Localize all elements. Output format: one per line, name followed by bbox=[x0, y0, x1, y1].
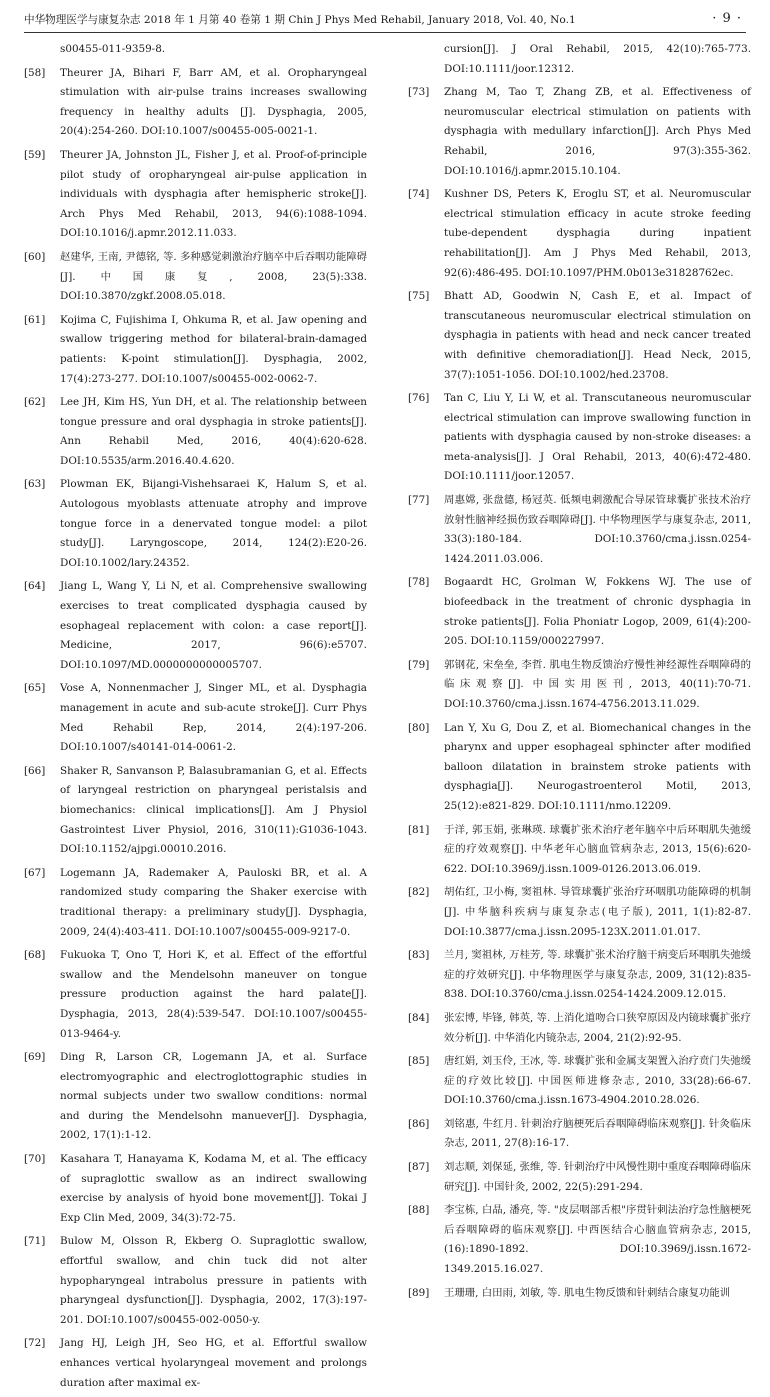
reference-item bbox=[24, 679, 367, 757]
reference-number: [80] bbox=[408, 721, 430, 734]
reference-number: [68] bbox=[24, 949, 46, 962]
reference-item bbox=[408, 491, 751, 569]
reference-number: [87] bbox=[408, 1161, 430, 1174]
reference-item bbox=[408, 573, 751, 651]
reference-text: 胡佑红, 卫小梅, 窦祖林. 导管球囊扩张治疗环咽肌功能障碍的机制[J]. 中华脑科疾病与康复杂志(电子版), 2011, 1(1):82-87. DOI:10.3877/cma.j.issn.2095-123X.2011.01.017. bbox=[444, 886, 751, 938]
reference-number: [58] bbox=[24, 66, 46, 79]
reference-item bbox=[408, 1201, 751, 1279]
reference-number: [82] bbox=[408, 886, 430, 899]
reference-text: 刘铭惠, 牛红月. 针刺治疗脑梗死后吞咽障碍临床观察[J]. 针灸临床杂志, 2011, 27(8):16-17. bbox=[444, 1117, 751, 1150]
reference-item bbox=[408, 1158, 751, 1197]
reference-item bbox=[408, 1115, 751, 1154]
reference-item bbox=[24, 393, 367, 471]
running-header bbox=[24, 10, 746, 33]
reference-item bbox=[24, 475, 367, 573]
reference-number: [83] bbox=[408, 949, 430, 962]
reference-item bbox=[24, 1150, 367, 1228]
reference-text: Kasahara T, Hanayama K, Kodama M, et al. The efficacy of supraglottic swallow as an indirect swallowing exercise by analysis of hyoid bone movement[J]. Tokai J Exp Clin Med, 2009, 34(3):72-75. bbox=[60, 1153, 367, 1224]
reference-number: [66] bbox=[24, 764, 46, 777]
reference-item bbox=[408, 719, 751, 817]
reference-text: 周惠嫦, 张盘德, 杨冠英. 低频电刺激配合导尿管球囊扩张技术治疗放射性脑神经损伤致吞咽障碍[J]. 中华物理医学与康复杂志, 2011, 33(3):180-184. DOI:10.3760/cma.j.issn.0254-1424.2011.03.006. bbox=[444, 494, 751, 565]
reference-item bbox=[408, 656, 751, 715]
reference-item bbox=[408, 83, 751, 181]
reference-number: [69] bbox=[24, 1051, 46, 1064]
reference-text: Jiang L, Wang Y, Li N, et al. Comprehensive swallowing exercises to treat complicated dysphagia caused by esophageal replacement with colon: a case report[J]. Medicine, 2017, 96(6):e5707. DOI:10.1097/MD.0000000000005707. bbox=[60, 580, 367, 671]
page-number: · 9 · bbox=[712, 11, 742, 26]
reference-number: [70] bbox=[24, 1153, 46, 1166]
reference-number: [88] bbox=[408, 1204, 430, 1217]
reference-text: 兰月, 窦祖林, 万桂芳, 等. 球囊扩张术治疗脑干病变后环咽肌失弛缓症的疗效研究[J]. 中华物理医学与康复杂志, 2009, 31(12):835-838. DOI:10.3760/cma.j.issn.0254-1424.2009.12.015. bbox=[444, 949, 751, 1001]
reference-number: [85] bbox=[408, 1055, 430, 1068]
reference-text: Plowman EK, Bijangi-Vishehsaraei K, Halum S, et al. Autologous myoblasts attenuate atrophy and improve tongue force in a denervated tongue model: a pilot study[J]. Laryngoscope, 2014, 124(2):E20-26. DOI:10.1002/lary.24352. bbox=[60, 478, 367, 569]
reference-item bbox=[24, 248, 367, 307]
reference-text: Jang HJ, Leigh JH, Seo HG, et al. Effortful swallow enhances vertical hyolaryngeal movement and prolongs duration after maximal ex- bbox=[60, 1337, 367, 1389]
reference-continuation: cursion[J]. J Oral Rehabil, 2015, 42(10):765-773. DOI:10.1111/joor.12312. bbox=[444, 43, 751, 75]
reference-number: [74] bbox=[408, 188, 430, 201]
reference-number: [62] bbox=[24, 396, 46, 409]
reference-number: [63] bbox=[24, 478, 46, 491]
reference-number: [65] bbox=[24, 682, 46, 695]
reference-item bbox=[24, 762, 367, 860]
reference-number: [72] bbox=[24, 1337, 46, 1350]
reference-item bbox=[24, 1334, 367, 1393]
reference-text: Bulow M, Olsson R, Ekberg O. Supraglottic swallow, effortful swallow, and chin tuck did not alter hypopharyngeal intrabolus pressure in patients with pharyngeal dysfunction[J]. Dysphagia, 2002, 17(3):197-201. DOI:10.1007/s00455-002-0050-y. bbox=[60, 1235, 367, 1326]
journal-header-text: 中华物理医学与康复杂志 2018 年 1 月第 40 卷第 1 期 Chin J Phys Med Rehabil, January 2018, Vol. 40, No.1 bbox=[24, 14, 576, 26]
reference-number: [61] bbox=[24, 313, 46, 326]
reference-text: 王珊珊, 白田雨, 刘敏, 等. 肌电生物反馈和针刺结合康复功能训 bbox=[444, 1286, 731, 1299]
left-column bbox=[24, 40, 367, 1397]
reference-item bbox=[24, 577, 367, 675]
reference-text: 唐红娟, 刘玉伶, 王冰, 等. 球囊扩张和金属支架置入治疗贲门失弛缓症的疗效比较[J]. 中国医师进修杂志, 2010, 33(28):66-67. DOI:10.3760/cma.j.issn.1673-4904.2010.28.026. bbox=[444, 1055, 751, 1107]
reference-text: Theurer JA, Johnston JL, Fisher J, et al. Proof-of-principle pilot study of oropharyngeal air-pulse application in individuals with dysphagia after hemispheric stroke[J]. Arch Phys Med Rehabil, 2013, 94(6):1088-1094. DOI:10.1016/j.apmr.2012.11.033. bbox=[60, 148, 367, 240]
reference-item bbox=[408, 1009, 751, 1048]
reference-item bbox=[408, 1284, 751, 1304]
reference-item bbox=[408, 389, 751, 487]
reference-number: [89] bbox=[408, 1286, 430, 1299]
reference-text: Shaker R, Sanvanson P, Balasubramanian G, et al. Effects of laryngeal restriction on pharyngeal peristalsis and biomechanics: clinical implications[J]. Am J Physiol Gastrointest Liver Physiol, 2016, 310(11):G1036-1043. DOI:10.1152/ajpgi.00010.2016. bbox=[60, 764, 367, 856]
reference-item bbox=[24, 311, 367, 389]
reference-number: [73] bbox=[408, 86, 430, 99]
reference-number: [60] bbox=[24, 250, 46, 263]
reference-text: 郭钢花, 宋垒垒, 李哲. 肌电生物反馈治疗慢性神经源性吞咽障碍的临床观察[J]. 中国实用医刊, 2013, 40(11):70-71. DOI:10.3760/cma.j.issn.1674-4756.2013.11.029. bbox=[444, 658, 751, 710]
reference-number: [64] bbox=[24, 580, 46, 593]
reference-text: 刘志顺, 刘保延, 张维, 等. 针刺治疗中风慢性期中重度吞咽障碍临床研究[J]. 中国针灸, 2002, 22(5):291-294. bbox=[444, 1161, 751, 1193]
reference-number: [67] bbox=[24, 866, 46, 879]
reference-text: Bhatt AD, Goodwin N, Cash E, et al. Impact of transcutaneous neuromuscular electrical stimulation on dysphagia in patients with head and neck cancer treated with definitive chemoradiation[J]. Head Neck, 2015, 37(7):1051-1056. DOI:10.1002/hed.23708. bbox=[444, 290, 751, 381]
reference-number: [59] bbox=[24, 148, 46, 161]
reference-text: 李宝栋, 白晶, 潘亮, 等. "皮层咽部舌根"序贯针刺法治疗急性脑梗死后吞咽障碍的临床观察[J]. 中西医结合心脑血管病杂志, 2015, (16):1890-1892. DOI:10.3969/j.issn.1672-1349.2015.16.027. bbox=[444, 1204, 751, 1276]
reference-number: [76] bbox=[408, 392, 430, 405]
reference-number: [81] bbox=[408, 823, 430, 836]
reference-text: 赵建华, 王南, 尹德铭, 等. 多种感觉刺激治疗脑卒中后吞咽功能障碍[J]. 中国康复, 2008, 23(5):338. DOI:10.3870/zgkf.2008.05.018. bbox=[60, 250, 367, 303]
reference-text: Theurer JA, Bihari F, Barr AM, et al. Oropharyngeal stimulation with air-pulse trains increases swallowing frequency in healthy adults [J]. Dysphagia, 2005, 20(4):254-260. DOI:10.1007/s00455-005-0021-1. bbox=[60, 66, 367, 138]
reference-item bbox=[24, 946, 367, 1044]
reference-number: [78] bbox=[408, 576, 430, 589]
reference-number: [79] bbox=[408, 658, 430, 671]
reference-text: Vose A, Nonnenmacher J, Singer ML, et al. Dysphagia management in acute and sub-acute stroke[J]. Curr Phys Med Rehabil Rep, 2014, 2(4):197-206. DOI:10.1007/s40141-014-0061-2. bbox=[60, 682, 367, 754]
reference-text: Zhang M, Tao T, Zhang ZB, et al. Effectiveness of neuromuscular electrical stimulation on patients with dysphagia with medullary infarction[J]. Arch Phys Med Rehabil, 2016, 97(3):355-362. DOI:10.1016/j.apmr.2015.10.104. bbox=[444, 86, 751, 177]
reference-text: 张宏博, 毕锋, 韩英, 等. 上消化道吻合口狭窄原因及内镜球囊扩张疗效分析[J]. 中华消化内镜杂志, 2004, 21(2):92-95. bbox=[444, 1011, 751, 1044]
reference-text: Kojima C, Fujishima I, Ohkuma R, et al. Jaw opening and swallow triggering method for bilateral-brain-damaged patients: K-point stimulation[J]. Dysphagia, 2002, 17(4):273-277. DOI:10.1007/s00455-002-0062-7. bbox=[60, 313, 367, 385]
reference-number: [84] bbox=[408, 1011, 430, 1024]
reference-item bbox=[408, 946, 751, 1005]
reference-text: Ding R, Larson CR, Logemann JA, et al. Surface electromyographic and electroglottographic studies in normal subjects under two swallow conditions: normal and during the Mendelsohn manuever[J]. Dysphagia, 2002, 17(1):1-12. bbox=[60, 1051, 367, 1142]
reference-text: Logemann JA, Rademaker A, Pauloski BR, et al. A randomized study comparing the Shaker exercise with traditional therapy: a preliminary study[J]. Dysphagia, 2009, 24(4):403-411. DOI:10.1007/s00455-009-9217-0. bbox=[60, 866, 367, 938]
reference-item bbox=[408, 883, 751, 942]
reference-text: Lee JH, Kim HS, Yun DH, et al. The relationship between tongue pressure and oral dysphagia in stroke patients[J]. Ann Rehabil Med, 2016, 40(4):620-628. DOI:10.5535/arm.2016.40.4.620. bbox=[60, 396, 367, 467]
reference-number: [75] bbox=[408, 290, 430, 303]
reference-continuation: s00455-011-9359-8. bbox=[60, 43, 166, 55]
right-column bbox=[408, 40, 751, 1307]
reference-item bbox=[408, 185, 751, 283]
reference-item bbox=[24, 1232, 367, 1330]
reference-item bbox=[408, 821, 751, 880]
reference-item bbox=[408, 287, 751, 385]
reference-number: [77] bbox=[408, 494, 430, 507]
reference-number: [86] bbox=[408, 1117, 430, 1130]
reference-text: Lan Y, Xu G, Dou Z, et al. Biomechanical changes in the pharynx and upper esophageal sphincter after modified balloon dilatation in brainstem stroke patients with dysphagia[J]. Neurogastroenterol Motil, 2013, 25(12):e821-829. DOI:10.1111/nmo.12209. bbox=[444, 721, 751, 812]
reference-item bbox=[24, 146, 367, 244]
reference-text: 于洋, 郭玉娟, 张琳瑛. 球囊扩张术治疗老年脑卒中后环咽肌失弛缓症的疗效观察[J]. 中华老年心脑血管病杂志, 2013, 15(6):620-622. DOI:10.3969/j.issn.1009-0126.2013.06.019. bbox=[444, 823, 751, 875]
reference-number: [71] bbox=[24, 1235, 46, 1248]
reference-text: Kushner DS, Peters K, Eroglu ST, et al. Neuromuscular electrical stimulation efficacy in acute stroke feeding tube-dependent dysphagia during inpatient rehabilitation[J]. Am J Phys Med Rehabil, 2013, 92(6):486-495. DOI:10.1097/PHM.0b013e31828762ec. bbox=[444, 188, 751, 279]
reference-item bbox=[24, 64, 367, 142]
reference-text: Fukuoka T, Ono T, Hori K, et al. Effect of the effortful swallow and the Mendelsohn maneuver on tongue pressure production against the hard palate[J]. Dysphagia, 2013, 28(4):539-547. DOI:10.1007/s00455-013-9464-y. bbox=[60, 949, 367, 1040]
reference-item bbox=[24, 1048, 367, 1146]
reference-text: Bogaardt HC, Grolman W, Fokkens WJ. The use of biofeedback in the treatment of chronic dysphagia in stroke patients[J]. Folia Phoniatr Logop, 2009, 61(4):200-205. DOI:10.1159/000227997. bbox=[444, 576, 751, 648]
reference-text: Tan C, Liu Y, Li W, et al. Transcutaneous neuromuscular electrical stimulation can improve swallowing function in patients with dysphagia caused by non-stroke diseases: a meta-analysis[J]. J Oral Rehabil, 2013, 40(6):472-480. DOI:10.1111/joor.12057. bbox=[444, 392, 751, 483]
reference-item bbox=[24, 864, 367, 942]
reference-item bbox=[408, 1052, 751, 1111]
